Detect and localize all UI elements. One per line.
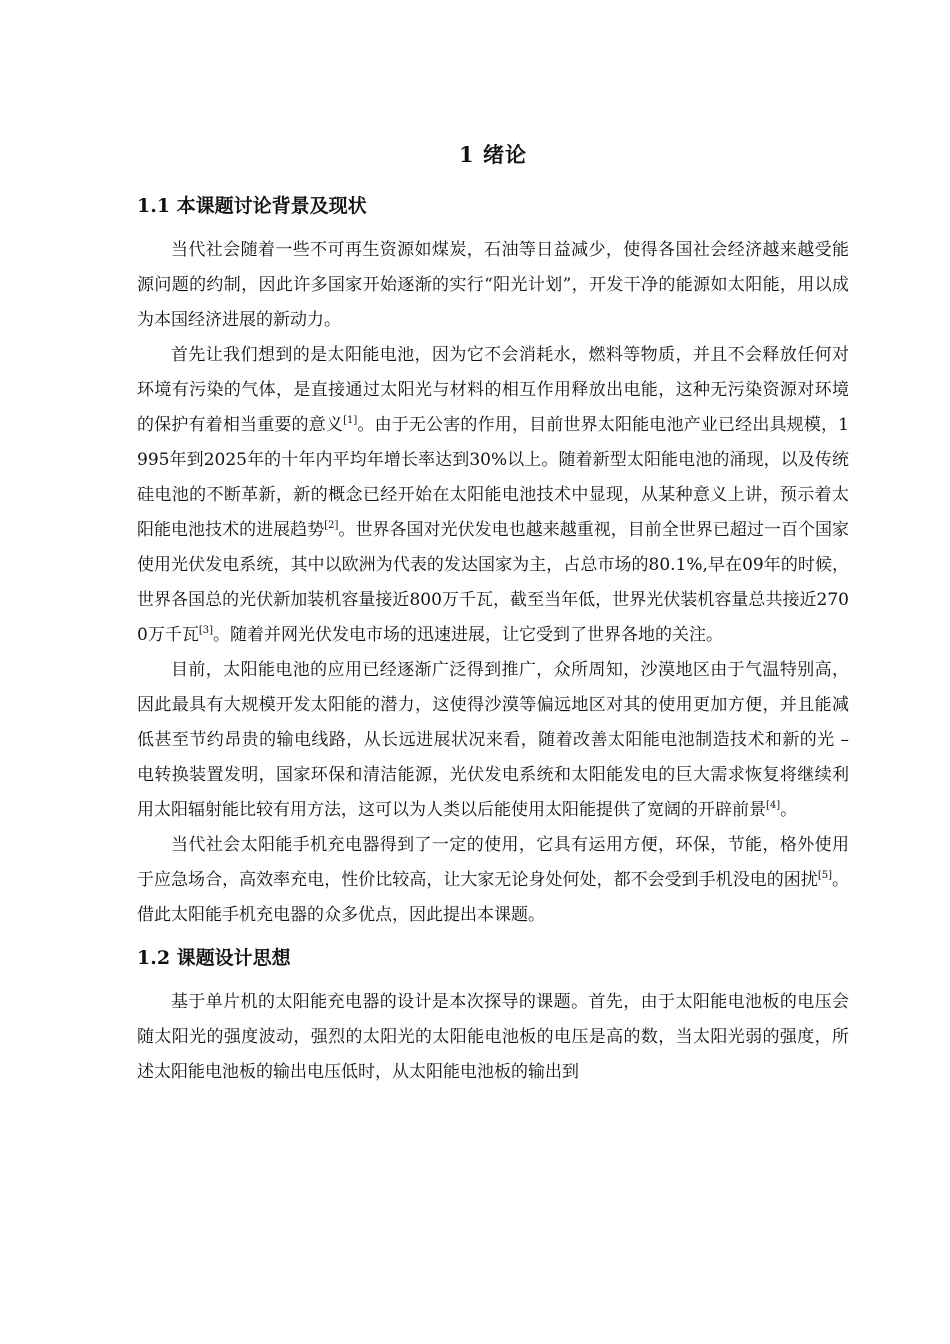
citation-ref: [5]: [817, 870, 832, 881]
citation-ref: [3]: [198, 625, 213, 636]
paragraph-text: 。由于无公害的作用，目前世界太阳能电池产业已经出具规模，1995年到2025年的十年内平均年增长率达到30%以上。随着新型太阳能电池的涌现，以及传统硅电池的不断革新，新的概念已经开始在太阳能电池技术中显现，从某种意义上讲，预示着太阳能电池技术的进展趋势: [137, 415, 850, 540]
citation-ref: [2]: [324, 520, 339, 531]
paragraph-text: 。随着并网光伏发电市场的迅速进展，让它受到了世界各地的关注。: [213, 625, 723, 645]
section-1-2-title: 1.2 课题设计思想: [137, 947, 291, 969]
paragraph-text: 首先让我们想到的是太阳能电池，因为它不会消耗水，燃料等物质，并且不会释放任何对环境有污染的气体，是直接通过太阳光与材料的相互作用释放出电能，这种无污染资源对环境的保护有着相当重要的意义: [137, 345, 849, 435]
paragraph: [137, 653, 849, 828]
paragraph-text: 目前，太阳能电池的应用已经逐渐广泛得到推广，众所周知，沙漠地区由于气温特别高，因此最具有大规模开发太阳能的潜力，这使得沙漠等偏远地区对其的使用更加方便，并且能减低甚至节约昂贵的输电线路，从长远进展状况来看，随着改善太阳能电池制造技术和新的光 – 电转换装置发明，国家环保和清洁能源，光伏发电系统和太阳能发电的巨大需求恢复将继续利用太阳辐射能比较有用方法，这可以为人类以后能使用太阳能提供了宽阔的开辟前景: [137, 660, 849, 820]
paragraph-text: 当代社会太阳能手机充电器得到了一定的使用，它具有运用方便，环保，节能，格外使用于应急场合，高效率充电，性价比较高，让大家无论身处何处，都不会受到手机没电的困扰: [137, 835, 849, 890]
paragraph-text: 。世界各国对光伏发电也越来越重视，目前全世界已超过一百个国家使用光伏发电系统，其中以欧洲为代表的发达国家为主，占总市场的80.1%,早在09年的时候，世界各国总的光伏新加装机容量接近800万千瓦，截至当年低，世界光伏装机容量总共接近2700万千瓦: [137, 520, 850, 645]
section-1-1-title: 1.1 本课题讨论背景及现状: [137, 195, 367, 217]
paragraph: [137, 233, 849, 338]
paragraph: [137, 985, 849, 1090]
paragraph: [137, 828, 849, 933]
paragraph-text: 基于单片机的太阳能充电器的设计是本次探导的课题。首先，由于太阳能电池板的电压会随太阳光的强度波动，强烈的太阳光的太阳能电池板的电压是高的数，当太阳光弱的强度，所述太阳能电池板的输出电压低时，从太阳能电池板的输出到: [137, 992, 849, 1082]
page-content: [137, 137, 849, 1090]
paragraph-text: 当代社会随着一些不可再生资源如煤炭，石油等日益减少，使得各国社会经济越来越受能源问题的约制，因此许多国家开始逐渐的实行“阳光计划”，开发干净的能源如太阳能，用以成为本国经济进展的新动力。: [137, 240, 849, 330]
citation-ref: [1]: [343, 415, 358, 426]
chapter-title: 1 绪论: [459, 142, 527, 167]
paragraph-text: 。借此太阳能手机充电器的众多优点，因此提出本课题。: [137, 870, 850, 925]
paragraph: [137, 338, 849, 653]
citation-ref: [4]: [766, 800, 781, 811]
paragraph-text: 。: [780, 800, 798, 820]
